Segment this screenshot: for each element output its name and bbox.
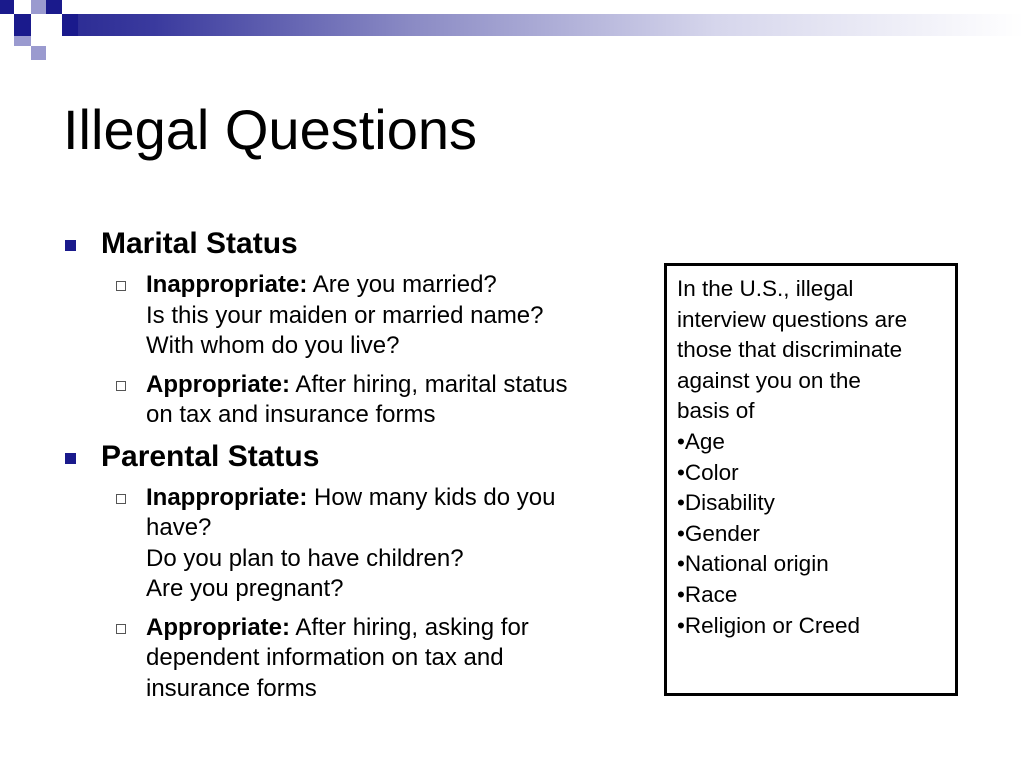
square-bullet-icon [65,240,76,251]
decor-square-8 [14,36,31,46]
list-item: •National origin [677,551,829,577]
hollow-square-bullet-icon [116,381,126,391]
list-item: •Gender [677,520,760,546]
hollow-square-bullet-icon [116,624,126,634]
item-line: With whom do you live? [146,332,400,359]
callout-intro [677,274,945,427]
callout-line: interview questions are [677,306,908,332]
section-parental-status [63,439,653,705]
list-item: •Race [677,581,738,607]
section-marital-status [63,226,653,431]
item-line: have? [146,514,212,541]
hollow-square-bullet-icon [116,281,126,291]
header-gradient-band [0,14,1024,36]
list-item [146,613,653,705]
list-item: •Disability [677,490,775,516]
slide-title: Illegal Questions [63,98,478,161]
hollow-square-bullet-icon [116,494,126,504]
decor-square-2 [14,0,31,14]
list-item: •Age [677,428,725,454]
item-label: Appropriate: [146,370,290,398]
decor-square-9 [31,46,46,60]
decor-square-1 [0,0,14,14]
list-item: •Religion or Creed [677,612,860,638]
callout-line: against you on the [677,367,861,393]
item-line: After hiring, asking for [295,613,529,641]
item-line: After hiring, marital status [295,370,568,398]
section-heading: Parental Status [101,439,320,473]
item-label: Inappropriate: [146,271,308,298]
section-heading: Marital Status [101,227,298,260]
callout-line: In the U.S., illegal [677,276,854,301]
item-label: Inappropriate: [146,483,308,511]
square-bullet-icon [65,453,76,464]
decor-square-3 [0,14,14,36]
list-item [146,270,653,362]
decor-square-5 [31,0,46,14]
list-item [146,370,653,431]
callout-line: basis of [677,398,755,424]
decor-square-10 [46,14,62,36]
slide-content [63,226,653,710]
item-line: Is this your maiden or married name? [146,301,544,329]
item-line: insurance forms [146,674,317,702]
item-line: Are you married? [312,271,497,298]
item-label: Appropriate: [146,613,290,641]
item-line: dependent information on tax and [146,644,504,671]
item-line: on tax and insurance forms [146,401,436,428]
decor-square-6 [46,0,62,14]
callout-line: those that discriminate [677,337,903,363]
protected-classes-list [677,427,945,641]
item-line: Do you plan to have children? [146,544,464,572]
info-callout-box [664,263,958,696]
decor-square-7 [31,14,46,36]
list-item [146,483,653,605]
item-line: Are you pregnant? [146,575,344,602]
decor-square-11 [62,14,78,36]
item-line: How many kids do you [314,483,556,511]
decor-square-4 [14,14,31,36]
list-item: •Color [677,459,739,485]
